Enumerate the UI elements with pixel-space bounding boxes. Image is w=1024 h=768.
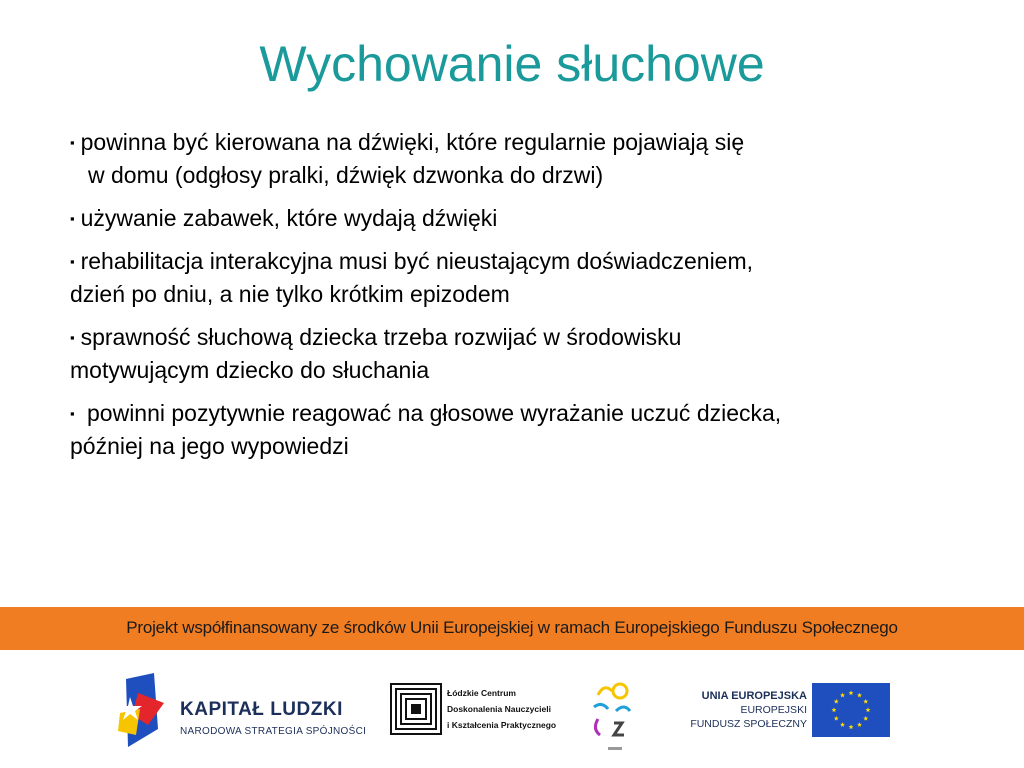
kapital-ludzki-name: KAPITAŁ LUDZKI: [180, 699, 343, 720]
bullet-item: [70, 245, 990, 311]
eu-efs-text: [690, 689, 807, 731]
concentric-squares-icon: [390, 683, 442, 735]
slide-title: Wychowanie słuchowe: [259, 36, 765, 92]
eu-flag-icon: [812, 683, 890, 737]
bullet-item: [70, 321, 990, 387]
lcdnikp-line: i Kształcenia Praktycznego: [447, 720, 557, 730]
bullet-text-line1: powinni pozytywnie reagować na głosowe wyrażanie uczuć dziecka,: [80, 400, 782, 426]
eu-name: UNIA EUROPEJSKA: [701, 690, 807, 702]
logo-strip: [0, 665, 1024, 755]
bullet-list: [70, 126, 990, 473]
funding-banner: [0, 607, 1024, 650]
bullet-marker: ▪: [70, 406, 75, 421]
lodzkie-region-logo: [590, 677, 640, 753]
bullet-text-line1: używanie zabawek, które wydają dźwięki: [80, 205, 498, 231]
bullet-marker: ▪: [70, 330, 75, 345]
bullet-text-line2: w domu (odgłosy pralki, dźwięk dzwonka do drzwi): [88, 162, 604, 188]
lcdnikp-line: Łódzkie Centrum: [447, 688, 516, 698]
funding-banner-text: Projekt współfinansowany ze środków Unii Europejskiej w ramach Europejskiego Funduszu Społecznego: [126, 618, 898, 637]
kapital-ludzki-emblem-icon: [118, 673, 174, 753]
bullet-text-line2: później na jego wypowiedzi: [70, 433, 349, 459]
bullet-item: [70, 126, 990, 192]
kapital-ludzki-logo: [118, 673, 368, 753]
lcdnikp-name: [447, 685, 556, 733]
efs-line1: EUROPEJSKI: [740, 704, 807, 716]
bullet-text-line1: powinna być kierowana na dźwięki, które regularnie pojawiają się: [80, 129, 745, 155]
bullet-text-line1: sprawność słuchową dziecka trzeba rozwijać w środowisku: [80, 324, 682, 350]
bullet-item: [70, 202, 990, 235]
bullet-item: [70, 397, 990, 463]
bullet-text-line2: dzień po dniu, a nie tylko krótkim epizodem: [70, 281, 510, 307]
bullet-marker: ▪: [70, 254, 75, 269]
eu-efs-logo: [690, 683, 900, 743]
lcdnikp-logo: [390, 683, 557, 743]
bullet-marker: ▪: [70, 135, 75, 150]
bullet-marker: ▪: [70, 211, 75, 226]
lodzkie-symbol-icon: [590, 677, 640, 753]
efs-line2: FUNDUSZ SPOŁECZNY: [690, 718, 807, 730]
bullet-text-line1: rehabilitacja interakcyjna musi być nieustającym doświadczeniem,: [80, 248, 754, 274]
bullet-text-line2: motywującym dziecko do słuchania: [70, 357, 430, 383]
kapital-ludzki-subtitle: NARODOWA STRATEGIA SPÓJNOŚCI: [180, 726, 367, 737]
lcdnikp-line: Doskonalenia Nauczycieli: [447, 704, 551, 714]
